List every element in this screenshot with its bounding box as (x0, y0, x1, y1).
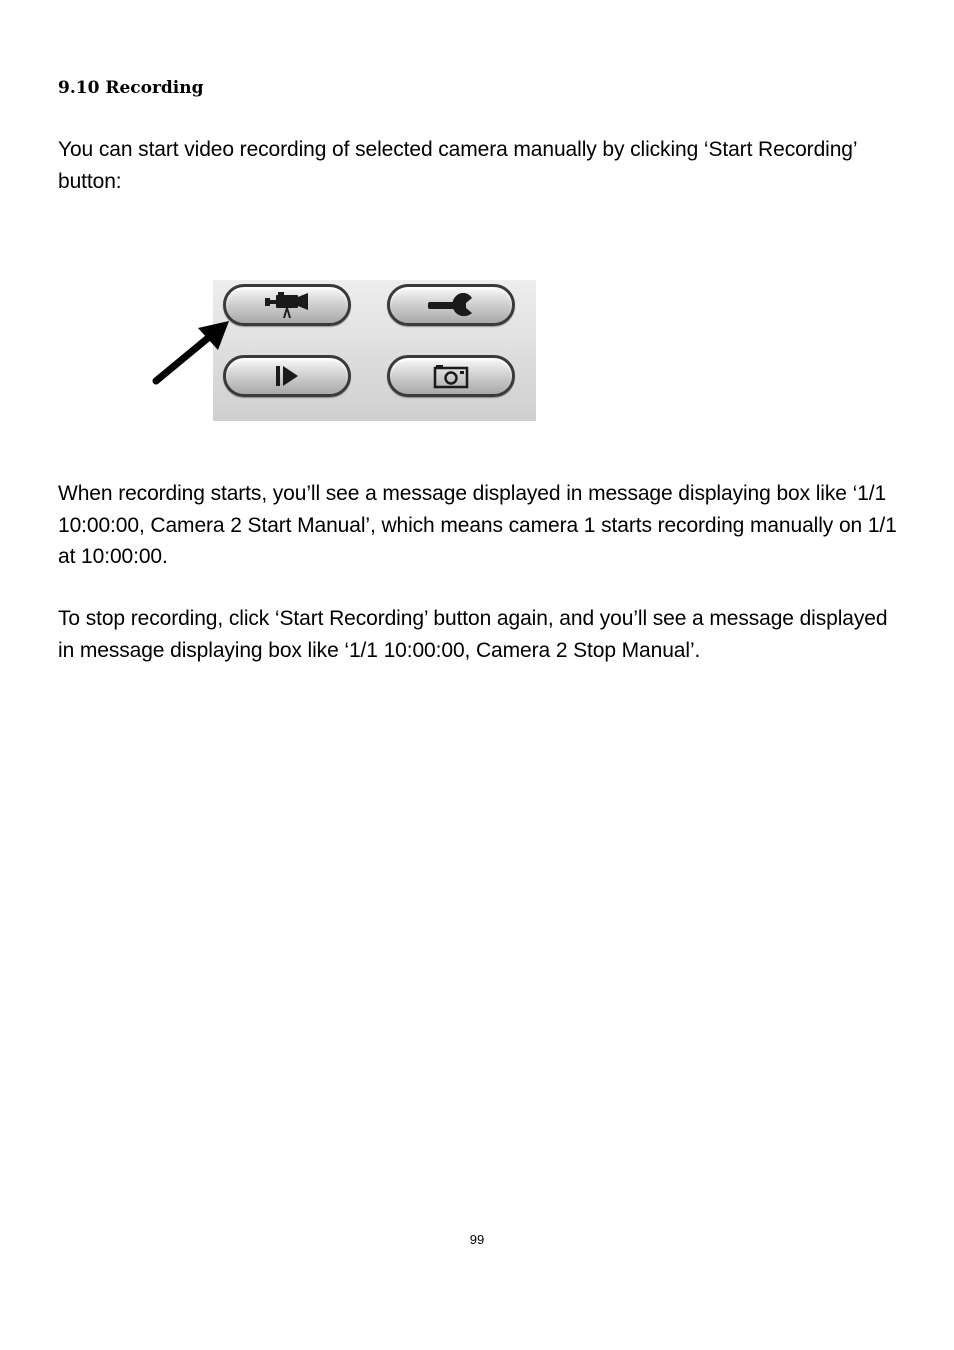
wrench-icon (426, 293, 476, 317)
start-recording-button[interactable] (223, 284, 351, 326)
play-icon (274, 364, 300, 388)
intro-paragraph: You can start video recording of selected camera manually by clicking ‘Start Recording’ button: (58, 138, 857, 193)
start-message-paragraph: When recording starts, you’ll see a message displayed in message displaying box like ‘1/1 10:00:00, Camera 2 Start Manual’, which means camera 1 starts recording manually on 1/1 at 10:00:00. (58, 482, 897, 568)
page-number: 99 (469, 1232, 485, 1247)
recording-controls-figure (213, 280, 536, 421)
settings-button[interactable] (387, 284, 515, 326)
video-camera-icon (264, 291, 310, 319)
section-heading: 9.10 Recording (58, 78, 204, 98)
arrow-icon (150, 316, 232, 388)
snapshot-button[interactable] (387, 355, 515, 397)
camera-snapshot-icon (433, 363, 469, 389)
playback-button[interactable] (223, 355, 351, 397)
stop-message-paragraph: To stop recording, click ‘Start Recording’ button again, and you’ll see a message displayed in message displaying box like ‘1/1 10:00:00, Camera 2 Stop Manual’. (58, 607, 888, 662)
